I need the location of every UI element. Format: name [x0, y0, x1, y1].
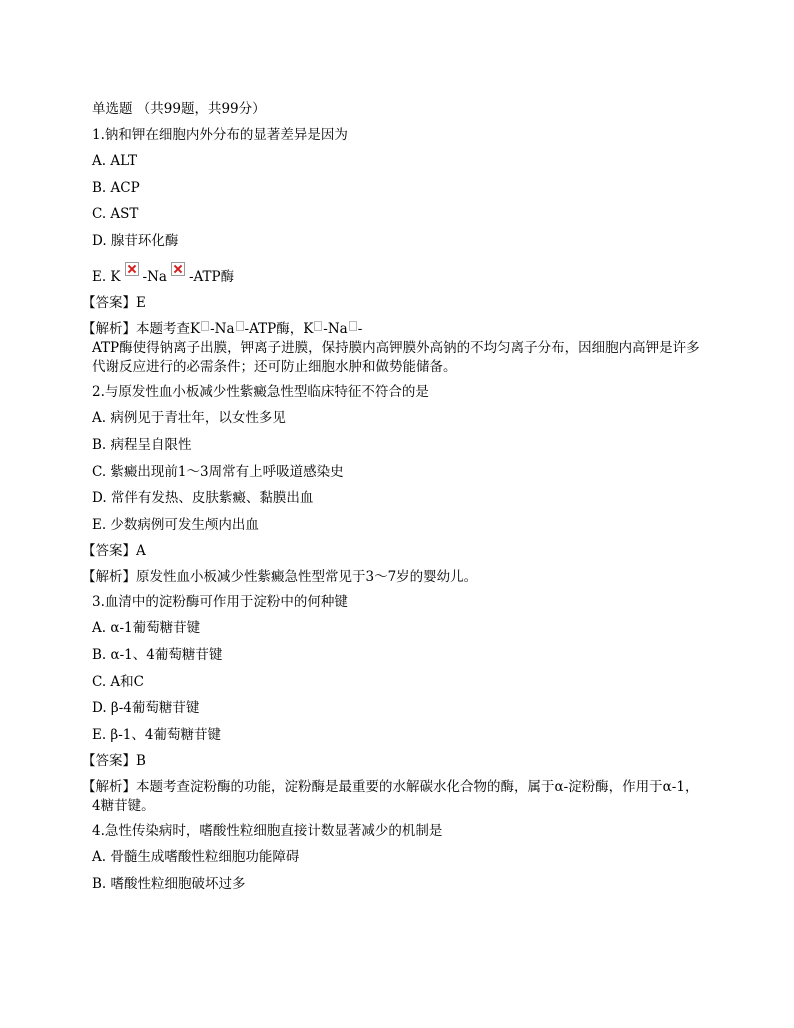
option-c: C. AST: [92, 206, 139, 223]
option-d: D. β-4葡萄糖苷键: [92, 700, 200, 717]
question-2: [82, 383, 702, 587]
analysis: [82, 778, 702, 816]
option-b: B. 嗜酸性粒细胞破坏过多: [92, 875, 246, 892]
question-stem: 3.血清中的淀粉酶可作用于淀粉中的何种键: [92, 594, 348, 611]
option-e-suffix: -ATP酶: [188, 269, 235, 286]
analysis-label: 【解析】: [82, 569, 136, 586]
broken-image-icon: [125, 262, 139, 276]
analysis-label: 【解析】: [82, 779, 136, 796]
analysis: [82, 568, 702, 587]
analysis-text: 本题考查淀粉酶的功能，淀粉酶是最重要的水解碳水化合物的酶，属于α-淀粉酶，作用于α-1，4糖苷键。: [92, 779, 699, 815]
question-stem: 1.钠和钾在细胞内外分布的显著差异是因为: [92, 127, 348, 143]
analysis-text: ATP酶使得钠离子出膜，钾离子进膜，保持膜内高钾膜外高钠的不均匀离子分布，因细胞内高钾是许多代谢反应进行的必需条件；还可防止细胞水肿和做势能储备。: [92, 340, 700, 376]
analysis-text: -Na: [210, 321, 235, 338]
broken-image-icon: [171, 262, 185, 276]
document-page: [82, 100, 702, 902]
option-b: B. ACP: [92, 179, 140, 196]
question-stem: 4.急性传染病时，嗜酸性粒细胞直接计数显著减少的机制是: [92, 823, 443, 840]
option-c: C. 紫癜出现前1～3周常有上呼吸道感染史: [92, 463, 344, 480]
superscript-image-icon: [349, 321, 357, 331]
option-e-mid: -Na: [142, 269, 167, 286]
answer: 【答案】A: [82, 543, 146, 560]
option-a: A. 病例见于青壮年，以女性多见: [92, 410, 286, 427]
superscript-image-icon: [314, 321, 322, 331]
analysis-text: -Na: [323, 321, 348, 338]
option-a: A. α-1葡萄糖苷键: [92, 620, 201, 637]
analysis-text: 本题考查K: [136, 321, 201, 338]
option-e: E. 少数病例可发生颅内出血: [92, 516, 259, 533]
answer: 【答案】B: [82, 753, 146, 770]
section-title: 单选题 （共99题，共99分）: [92, 101, 266, 117]
option-d: D. 常伴有发热、皮肤紫癜、黏膜出血: [92, 490, 314, 507]
option-c: C. A和C: [92, 673, 145, 690]
analysis-label: 【解析】: [82, 321, 136, 338]
option-a: A. ALT: [92, 153, 137, 169]
answer: 【答案】E: [82, 295, 146, 312]
question-4: [92, 822, 702, 893]
question-1: [82, 126, 702, 377]
option-e: [92, 258, 702, 286]
superscript-image-icon: [201, 321, 209, 331]
analysis-text: -: [357, 321, 363, 338]
superscript-image-icon: [236, 321, 244, 331]
analysis: [82, 320, 702, 377]
option-a: A. 骨髓生成嗜酸性粒细胞功能障碍: [92, 849, 300, 866]
option-b: B. α-1、4葡萄糖苷键: [92, 646, 223, 663]
question-3: [82, 593, 702, 816]
option-e-prefix: E. K: [92, 269, 121, 286]
question-stem: 2.与原发性血小板减少性紫癜急性型临床特征不符合的是: [92, 384, 429, 401]
option-b: B. 病程呈自限性: [92, 436, 192, 453]
option-e: E. β-1、4葡萄糖苷键: [92, 726, 221, 743]
analysis-text: -ATP酶，K: [244, 321, 314, 338]
option-d: D. 腺苷环化酶: [92, 232, 179, 249]
analysis-text: 原发性血小板减少性紫癜急性型常见于3～7岁的婴幼儿。: [136, 569, 478, 586]
